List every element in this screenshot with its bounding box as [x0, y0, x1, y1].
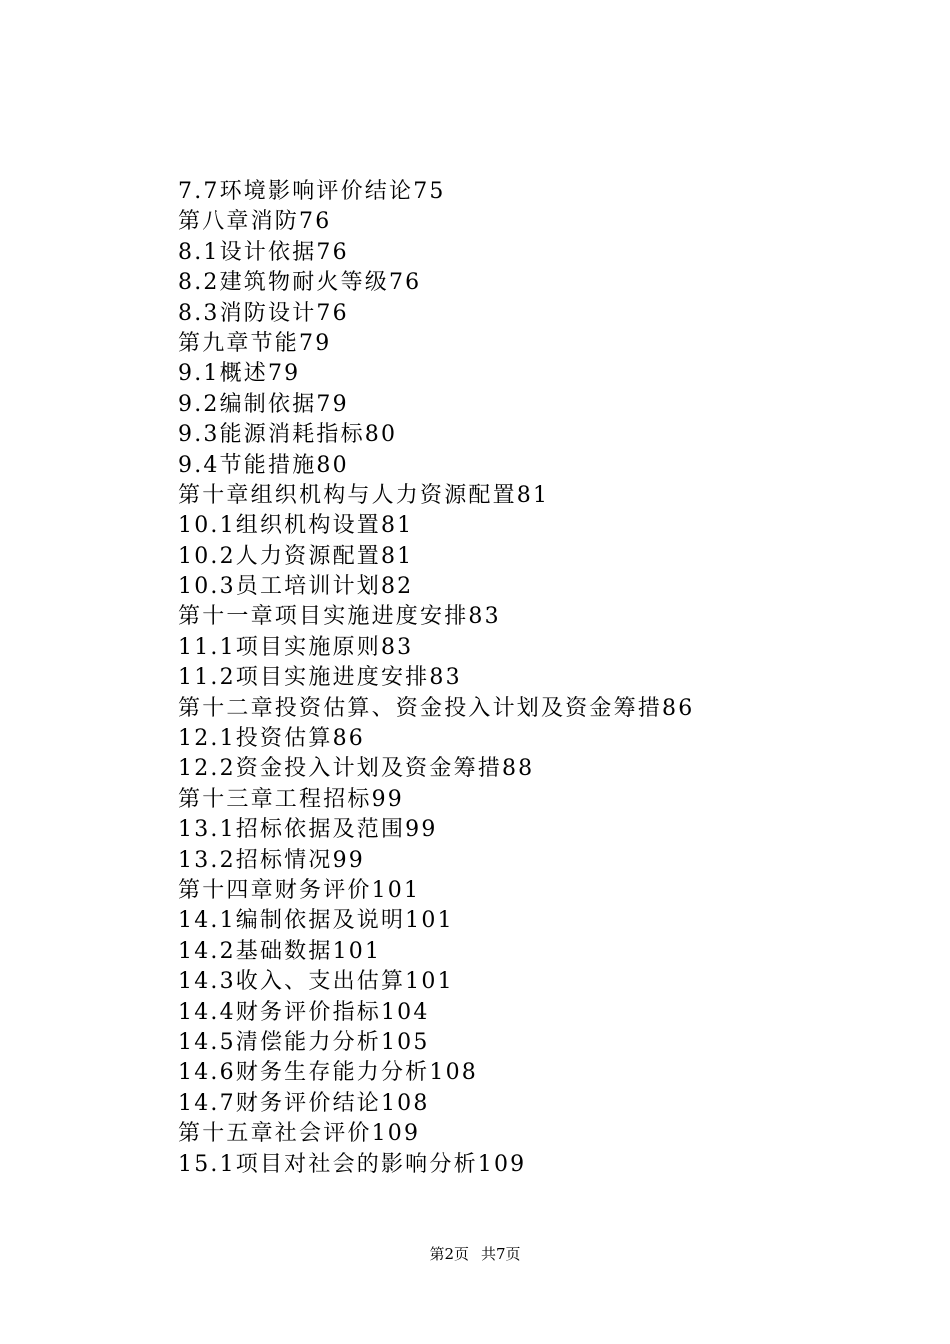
table-of-contents	[178, 177, 878, 1180]
toc-entry: 14.3收入、支出估算101	[178, 969, 454, 995]
toc-entry: 11.2项目实施进度安排83	[178, 665, 462, 691]
toc-entry: 9.3能源消耗指标80	[178, 422, 398, 448]
toc-entry: 14.4财务评价指标104	[178, 999, 430, 1025]
toc-entry: 第十章组织机构与人力资源配置81	[178, 482, 550, 508]
toc-entry: 第十一章项目实施进度安排83	[178, 604, 501, 630]
toc-entry: 第十三章工程招标99	[178, 786, 404, 812]
toc-entry: 8.1设计依据76	[178, 239, 349, 265]
toc-entry: 13.1招标依据及范围99	[178, 817, 438, 843]
toc-entry: 12.1投资估算86	[178, 726, 365, 752]
toc-entry: 15.1项目对社会的影响分析109	[178, 1151, 527, 1177]
toc-entry: 9.2编制依据79	[178, 391, 349, 417]
toc-entry: 10.3员工培训计划82	[178, 574, 414, 600]
toc-entry: 9.1概述79	[178, 361, 301, 387]
toc-entry: 11.1项目实施原则83	[178, 634, 414, 660]
toc-entry: 第八章消防76	[178, 209, 332, 235]
toc-entry: 14.5清偿能力分析105	[178, 1029, 430, 1055]
toc-entry: 13.2招标情况99	[178, 847, 365, 873]
toc-entry: 第九章节能79	[178, 330, 332, 356]
toc-entry: 14.1编制依据及说明101	[178, 908, 454, 934]
toc-entry: 第十四章财务评价101	[178, 877, 421, 903]
toc-entry: 12.2资金投入计划及资金筹措88	[178, 756, 535, 782]
page-total: 共7页	[481, 1245, 521, 1263]
toc-entry: 第十五章社会评价109	[178, 1121, 421, 1147]
toc-entry: 14.7财务评价结论108	[178, 1090, 430, 1116]
toc-entry: 14.2基础数据101	[178, 938, 382, 964]
page-number: 第2页	[429, 1245, 469, 1263]
toc-entry: 7.7环境影响评价结论75	[178, 179, 446, 204]
toc-entry: 10.2人力资源配置81	[178, 543, 414, 569]
page-footer	[0, 1244, 950, 1264]
toc-entry: 8.3消防设计76	[178, 300, 349, 326]
toc-entry: 8.2建筑物耐火等级76	[178, 270, 422, 296]
toc-entry: 9.4节能措施80	[178, 452, 349, 478]
toc-entry: 第十二章投资估算、资金投入计划及资金筹措86	[178, 695, 695, 721]
toc-entry: 14.6财务生存能力分析108	[178, 1060, 478, 1086]
toc-entry: 10.1组织机构设置81	[178, 513, 414, 539]
